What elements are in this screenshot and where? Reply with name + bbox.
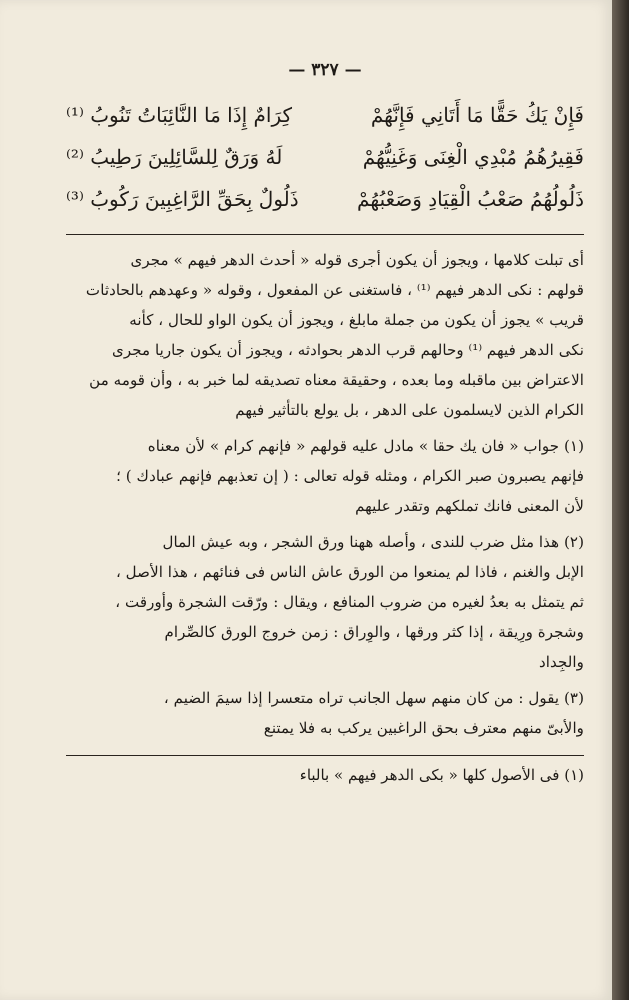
verse-second-hemistich: كِرَامٌ إِذَا مَا النَّائِبَاتُ تَنُوبُ ⁽¹⁾ (66, 103, 293, 127)
commentary-line: أى تبلت كلامها ، ويجوز أن يكون أجرى قوله « أحدث الدهر فيهم » مجرى (130, 251, 584, 269)
page-content (66, 60, 584, 790)
section-divider (66, 234, 584, 235)
note-line: والجِداد (539, 653, 584, 671)
commentary-line: قريب » يجوز أن يكون من جملة مابلغ ، ويجوز أن يكون الواو للحال ، كأنه (129, 311, 584, 329)
note-line: وشجرة ورِيقة ، إذا كثر ورقها ، والوِراق : زمن خروج الورق كالصِّرام (164, 623, 584, 641)
footnote: (١) فى الأصول كلها « بكى الدهر فيهم » بالباء (299, 766, 584, 784)
note-line: (٣) يقول : من كان منهم سهل الجانب تراه متعسرا إذا سيمَ الضيم ، (163, 689, 584, 707)
footnote-divider (66, 755, 584, 756)
verse-line (66, 136, 584, 178)
verse-first-hemistich: فَقِيرُهُمُ مُبْدِي الْغِنَى وَغَنِيُّهُمْ (362, 145, 584, 169)
verse-first-hemistich: ذَلُولُهُمُ صَعْبُ الْقِيَادِ وَصَعْبُهُمْ (357, 187, 584, 211)
note-line: (١) جواب « فان يك حقا » مادل عليه قولهم « فإنهم كرام » لأن معناه (147, 437, 584, 455)
page-number: — ٣٢٧ — (288, 60, 362, 80)
note-line: الإبل والغنم ، فاذا لم يمنعوا من الورق عاش الناس فى فنائهم ، هذا الأصل ، (115, 563, 584, 581)
commentary-line: نكى الدهر فيهم ⁽¹⁾ وحالهم قرب الدهر بحوادثه ، ويجوز أن يكون جاريا مجرى (111, 341, 584, 359)
note-line: لأن المعنى فانك تملكهم وتقدر عليهم (355, 497, 584, 515)
verse-line (66, 178, 584, 220)
commentary-line: الاعتراض بين ماقبله وما بعده ، وحقيقة معناه تصديقه لما خبر به ، وأن قومه من (89, 371, 584, 389)
note-1 (66, 431, 584, 521)
commentary-line: قولهم : نكى الدهر فيهم ⁽¹⁾ ، فاستغنى عن المفعول ، وقوله « وعهدهم بالحادثات (85, 281, 584, 299)
note-line: والأبىّ منهم معترف بحق الراغبين يركب به فلا يمتنع (263, 719, 584, 737)
verse-line (66, 94, 584, 136)
commentary-line: الكرام الذين لايسلمون على الدهر ، بل يولع بالتأثير فيهم (235, 401, 584, 419)
verse-second-hemistich: لَهُ وَرَقٌ لِلسَّائِلِينَ رَطِيبُ ⁽²⁾ (66, 145, 283, 169)
note-line: فإنهم يصبرون صبر الكرام ، ومثله قوله تعالى : ( إن تعذبهم فإنهم عبادك ) ؛ (116, 467, 584, 485)
note-line: ثم يتمثل به بعدُ لغيره من ضروب المنافع ، ويقال : ورّقت الشجرة وأورقت ، (115, 593, 584, 611)
verse-first-hemistich: فَإِنْ يَكُ حَقًّا مَا أَتَانِي فَإِنَّهُمْ (370, 103, 584, 127)
note-line: (٢) هذا مثل ضرب للندى ، وأصله ههنا ورق الشجر ، وبه عيش المال (162, 533, 584, 551)
note-3 (66, 683, 584, 743)
commentary-paragraph (66, 245, 584, 425)
verse-second-hemistich: ذَلُولٌ بِحَقِّ الرَّاغِبِينَ رَكُوبُ ⁽³⁾ (66, 187, 299, 211)
page-edge (612, 0, 629, 1000)
note-2 (66, 527, 584, 677)
